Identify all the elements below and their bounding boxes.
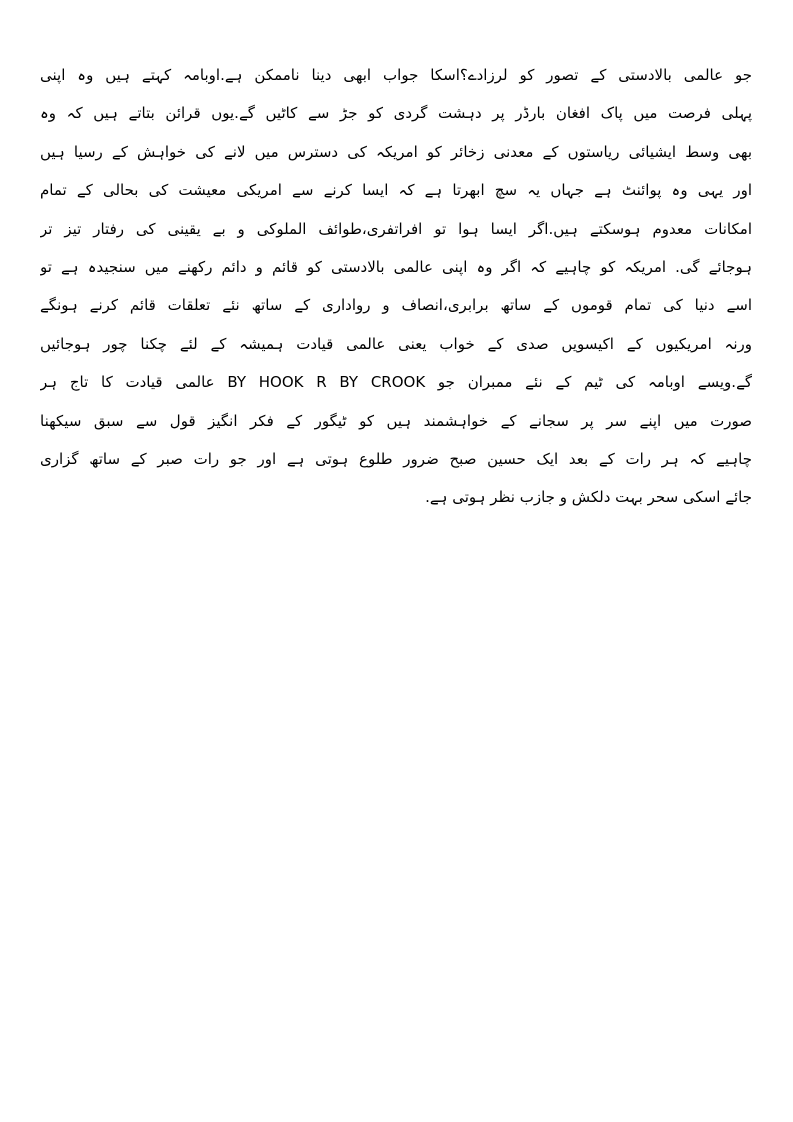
paragraph-line-10 bbox=[40, 402, 752, 440]
paragraph-line-4-text: اور یہی وہ پوائنٹ ہے جہاں یہ سچ ابھرتا ہے کہ ایسا کرنے سے امریکی معیشت کی بحالی کے تمام bbox=[40, 181, 752, 200]
urdu-paragraph bbox=[40, 56, 752, 517]
paragraph-line-11 bbox=[40, 440, 752, 478]
paragraph-line-12 bbox=[40, 478, 752, 516]
paragraph-line-9-text: گے.ویسے اوبامہ کی ٹیم کے نئے ممبران جو BY HOOK R BY CROOK عالمی قیادت کا تاج ہر bbox=[40, 373, 752, 392]
paragraph-line-7 bbox=[40, 286, 752, 324]
paragraph-line-3 bbox=[40, 133, 752, 171]
paragraph-line-5 bbox=[40, 210, 752, 248]
paragraph-line-2-text: پہلی فرصت میں پاک افغان بارڈر پر دہشت گردی کو جڑ سے کاٹیں گے.یوں قرائن بتاتے ہیں کہ وہ bbox=[40, 104, 752, 123]
paragraph-line-6-text: ہوجائے گی. امریکہ کو چاہیے کہ اگر وہ اپنی عالمی بالادستی کو قائم و دائم رکھنے میں سنجیدہ ہے تو bbox=[40, 257, 752, 276]
paragraph-line-6 bbox=[40, 248, 752, 286]
paragraph-line-8-text: ورنہ امریکیوں کے اکیسویں صدی کے خواب یعنی عالمی قیادت ہمیشہ کے لئے چکنا چور ہوجائیں bbox=[40, 334, 752, 353]
paragraph-line-8 bbox=[40, 325, 752, 363]
paragraph-line-1 bbox=[40, 56, 752, 94]
paragraph-line-3-text: بھی وسط ایشیائی ریاستوں کے معدنی زخائر کو امریکہ کی دسترس میں لانے کی خواہش کے رسیا ہیں bbox=[40, 142, 752, 161]
paragraph-line-4 bbox=[40, 171, 752, 209]
paragraph-line-1-text: جو عالمی بالادستی کے تصور کو لرزادے؟اسکا جواب ابھی دینا ناممکن ہے.اوبامہ کہتے ہیں وہ اپنی bbox=[40, 66, 752, 84]
paragraph-line-7-text: اسے دنیا کی تمام قوموں کے ساتھ برابری،انصاف و رواداری کے ساتھ نئے تعلقات قائم کرنے ہونگے bbox=[40, 296, 752, 315]
paragraph-line-12-text: جائے اسکی سحر بہت دلکش و جازب نظر ہوتی ہے. bbox=[425, 488, 752, 507]
paragraph-line-11-text: چاہیے کہ ہر رات کے بعد ایک حسین صبح ضرور طلوع ہوتی ہے اور جو رات صبر کے ساتھ گزاری bbox=[40, 449, 752, 468]
paragraph-line-10-text: صورت میں اپنے سر پر سجانے کے خواہشمند ہیں کو ٹیگور کے فکر انگیز قول سے سبق سیکھنا bbox=[40, 411, 752, 430]
paragraph-line-9 bbox=[40, 363, 752, 401]
paragraph-line-2 bbox=[40, 94, 752, 132]
paragraph-line-5-text: امکانات معدوم ہوسکتے ہیں.اگر ایسا ہوا تو افراتفری،طوائف الملوکی و بے یقینی کی رفتار تیز تر bbox=[40, 219, 752, 238]
